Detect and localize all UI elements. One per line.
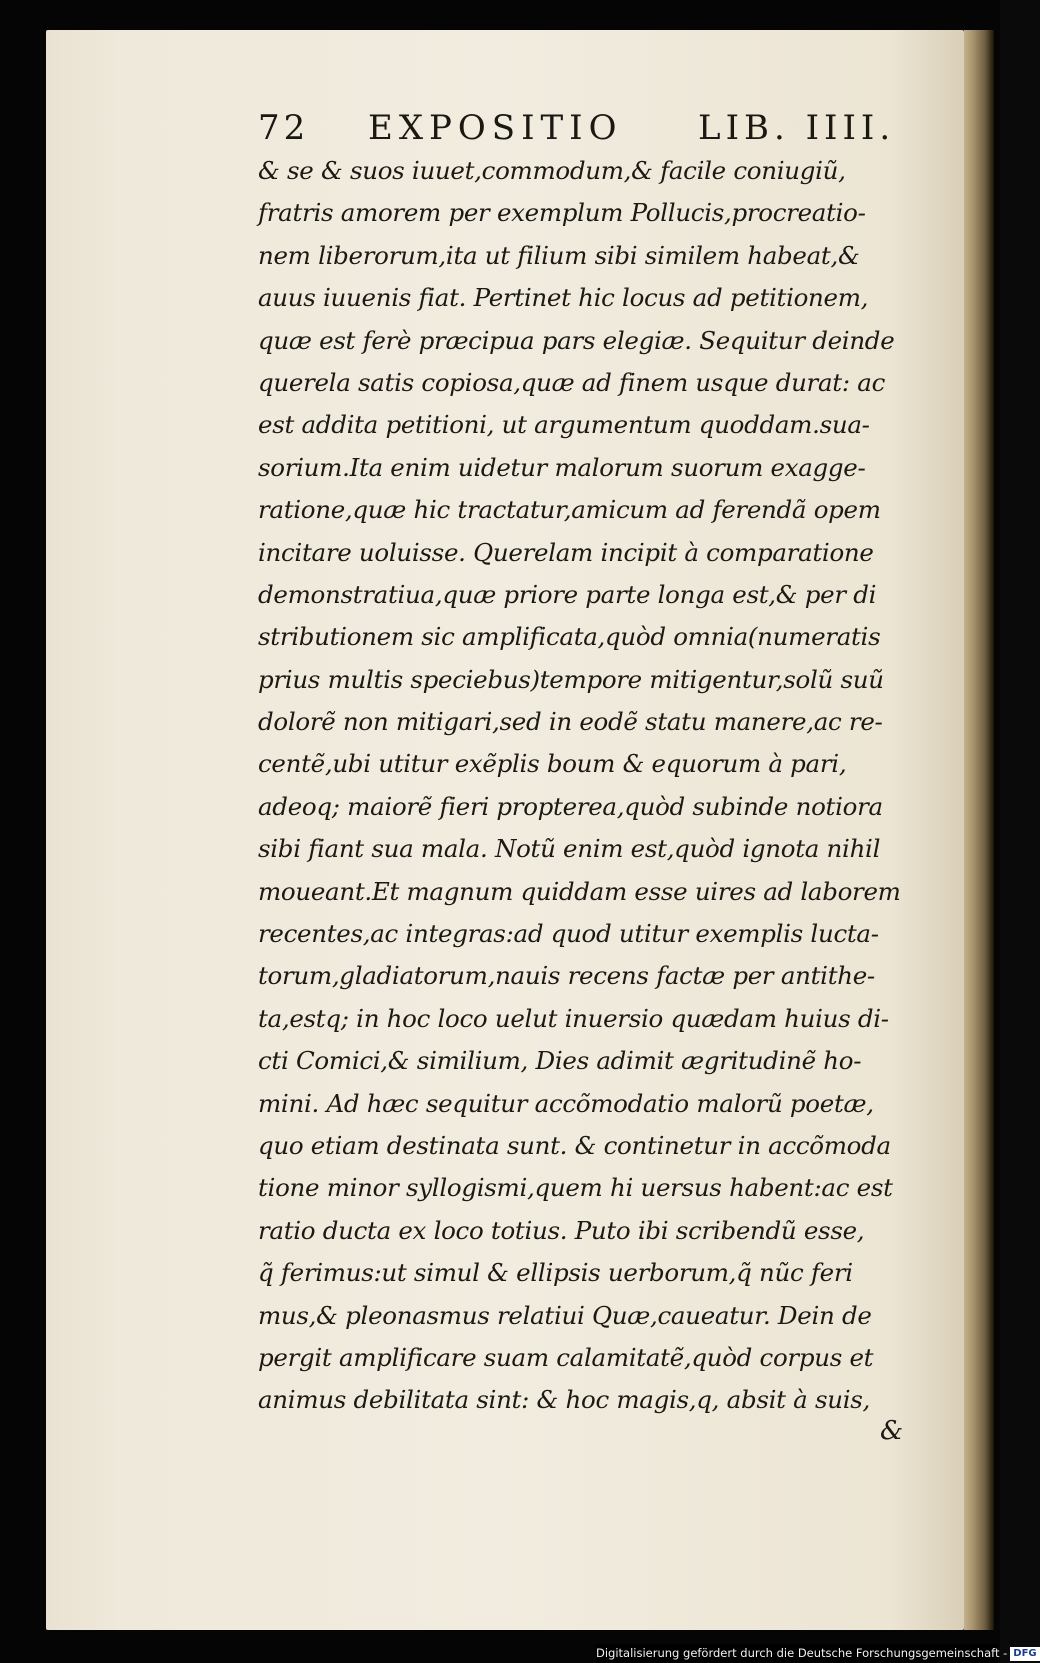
digitization-credit [596, 1644, 1037, 1663]
text-line: mus,& pleonasmus relatiui Quæ,caueatur. Dein de [258, 1300, 872, 1330]
text-line: torum,gladiatorum,nauis recens factæ per antithe- [258, 961, 875, 991]
text-line: centẽ,ubi utitur exẽplis boum & equorum à pari, [258, 749, 847, 779]
text-line: moueant.Et magnum quiddam esse uires ad laborem [258, 876, 901, 906]
text-line: nem liberorum,ita ut filium sibi similem habeat,& [258, 240, 860, 270]
page-number: 72 [258, 108, 310, 148]
running-header [258, 108, 918, 154]
text-line: fratris amorem per exemplum Pollucis,procreatio- [258, 198, 866, 228]
text-line: quæ est ferè præcipua pars elegiæ. Sequitur deinde [258, 325, 895, 355]
text-line: recentes,ac integras:ad quod utitur exemplis lucta- [258, 919, 879, 949]
text-line: tione minor syllogismi,quem hi uersus habent:ac est [258, 1173, 893, 1203]
text-line: stributionem sic amplificata,quòd omnia(numeratis [258, 622, 881, 652]
text-line: pergit amplificare suam calamitatẽ,quòd corpus et [258, 1342, 874, 1372]
text-line: querela satis copiosa,quæ ad finem usque durat: ac [258, 367, 885, 397]
text-line: quo etiam destinata sunt. & continetur in accõmoda [258, 1130, 891, 1160]
header-book: LIB. IIII. [698, 108, 896, 148]
text-line: mini. Ad hæc sequitur accõmodatio malorũ poetæ, [258, 1088, 874, 1118]
text-line: ratio ducta ex loco totius. Puto ibi scribendũ esse, [258, 1215, 865, 1245]
header-title: EXPOSITIO [368, 108, 623, 148]
body-text [258, 150, 938, 1422]
text-line: ta,estq; in hoc loco uelut inuersio quædam huius di- [258, 1003, 889, 1033]
text-line: adeoq; maiorẽ fieri propterea,quòd subinde notiora [258, 791, 883, 821]
catchword: & [880, 1416, 904, 1446]
credit-text: Digitalisierung gefördert durch die Deutsche Forschungsgemeinschaft - [596, 1646, 1008, 1660]
text-line: est addita petitioni, ut argumentum quoddam.sua- [258, 410, 870, 440]
text-line: prius multis speciebus)tempore mitigentur,solũ suũ [258, 664, 884, 694]
text-line: demonstratiua,quæ priore parte longa est,& per di [258, 579, 877, 609]
text-line: cti Comici,& similium, Dies adimit ægritudinẽ ho- [258, 1046, 862, 1076]
page-edge [964, 30, 994, 1630]
dfg-logo: DFG [1010, 1647, 1039, 1661]
text-line: q̃ ferimus:ut simul & ellipsis uerborum,q̃ nũc feri [258, 1258, 853, 1288]
text-line: sibi fiant sua mala. Notũ enim est,quòd ignota nihil [258, 834, 881, 864]
text-line: animus debilitata sint: & hoc magis,q, absit à suis, [258, 1385, 871, 1415]
text-line: & se & suos iuuet,commodum,& facile coniugiũ, [258, 156, 846, 185]
text-line: sorium.Ita enim uidetur malorum suorum exagge- [258, 452, 866, 482]
text-line: ratione,quæ hic tractatur,amicum ad ferendã opem [258, 495, 881, 525]
text-line: incitare uoluisse. Querelam incipit à comparatione [258, 537, 874, 567]
text-line: auus iuuenis fiat. Pertinet hic locus ad petitionem, [258, 283, 869, 313]
text-line: dolorẽ non mitigari,sed in eodẽ statu manere,ac re- [258, 707, 883, 737]
